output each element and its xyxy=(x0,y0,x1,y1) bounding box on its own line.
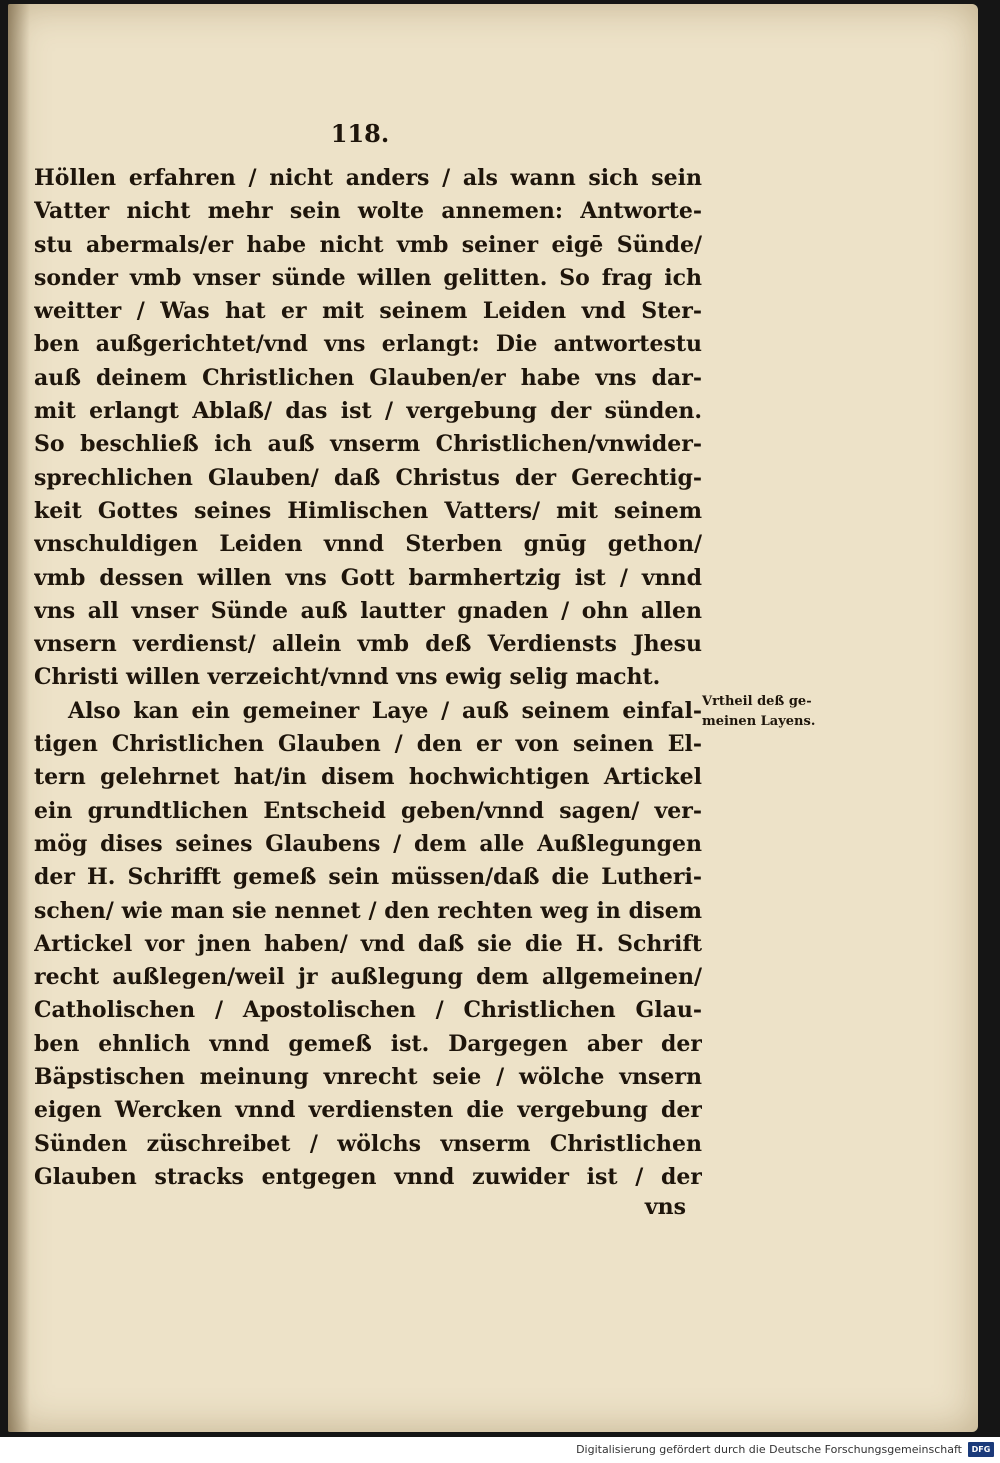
gutter-shadow xyxy=(8,4,30,1432)
text-line: Vatter nicht mehr sein wolte annemen: Antworte- xyxy=(34,198,702,225)
text-line: Bäpstischen meinung vnrecht seie / wölche vnsern xyxy=(34,1064,702,1091)
text-line: ein grundtlichen Entscheid geben/vnnd sagen/ ver- xyxy=(34,797,702,824)
funding-note: Digitalisierung gefördert durch die Deutsche Forschungsgemeinschaft xyxy=(576,1443,962,1456)
text-line: vnsern verdienst/ allein vmb deß Verdiensts Jhesu xyxy=(34,631,702,658)
text-line: der H. Schrifft gemeß sein müssen/daß die Lutheri- xyxy=(34,864,702,891)
text-line: vnschuldigen Leiden vnnd Sterben gnūg gethon/ xyxy=(34,531,702,558)
marginal-note-line: Vrtheil deß ge- xyxy=(702,694,812,709)
text-line: Artickel vor jnen haben/ vnd daß sie die H. Schrift xyxy=(34,930,702,957)
marginal-note-line: meinen Layens. xyxy=(702,714,816,729)
text-line: mög dises seines Glaubens / dem alle Außlegungen xyxy=(34,830,702,857)
text-line: vns all vnser Sünde auß lautter gnaden / ohn allen xyxy=(34,597,702,624)
text-line: Glauben stracks entgegen vnnd zuwider ist / der xyxy=(34,1163,702,1190)
text-line: vmb dessen willen vns Gott barmhertzig ist / vnnd xyxy=(34,564,702,591)
text-line: schen/ wie man sie nennet / den rechten weg in disem xyxy=(34,897,702,924)
marginal-note xyxy=(702,692,850,732)
text-line: tern gelehrnet hat/in disem hochwichtigen Artickel xyxy=(34,764,702,791)
text-line: auß deinem Christlichen Glauben/er habe vns dar- xyxy=(34,364,702,391)
text-line: weitter / Was hat er mit seinem Leiden vnd Ster- xyxy=(34,298,702,325)
footer-bar xyxy=(0,1437,1000,1463)
catchword: vns xyxy=(644,1194,686,1220)
body-text xyxy=(34,162,702,1194)
text-line: sprechlichen Glauben/ daß Christus der Gerechtig- xyxy=(34,464,702,491)
text-line: ben außgerichtet/vnd vns erlangt: Die antwortestu xyxy=(34,331,702,358)
text-line: So beschließ ich auß vnserm Christlichen/vnwider- xyxy=(34,431,702,458)
text-line: Christi willen verzeicht/vnnd vns ewig selig macht. xyxy=(34,664,661,691)
text-line: tigen Christlichen Glauben / den er von seinen El- xyxy=(34,731,702,758)
text-line: mit erlangt Ablaß/ das ist / vergebung der sünden. xyxy=(34,398,702,425)
dfg-logo: DFG xyxy=(968,1442,994,1457)
text-line: eigen Wercken vnnd verdiensten die vergebung der xyxy=(34,1097,702,1124)
text-line: Höllen erfahren / nicht anders / als wann sich sein xyxy=(34,165,702,191)
book-page xyxy=(8,4,978,1432)
text-line: ben ehnlich vnnd gemeß ist. Dargegen aber der xyxy=(34,1030,702,1057)
text-line: Catholischen / Apostolischen / Christlichen Glau- xyxy=(34,997,702,1024)
text-line: recht außlegen/weil jr außlegung dem allgemeinen/ xyxy=(34,964,702,991)
text-line: sonder vmb vnser sünde willen gelitten. So frag ich xyxy=(34,264,702,291)
text-line: stu abermals/er habe nicht vmb seiner eigē Sünde/ xyxy=(34,231,702,258)
text-line: keit Gottes seines Himlischen Vatters/ mit seinem xyxy=(34,497,702,524)
page-number: 118. xyxy=(330,119,390,148)
text-line: Sünden züschreibet / wölchs vnserm Christlichen xyxy=(34,1130,702,1157)
text-line: Also kan ein gemeiner Laye / auß seinem einfal- xyxy=(68,697,702,724)
